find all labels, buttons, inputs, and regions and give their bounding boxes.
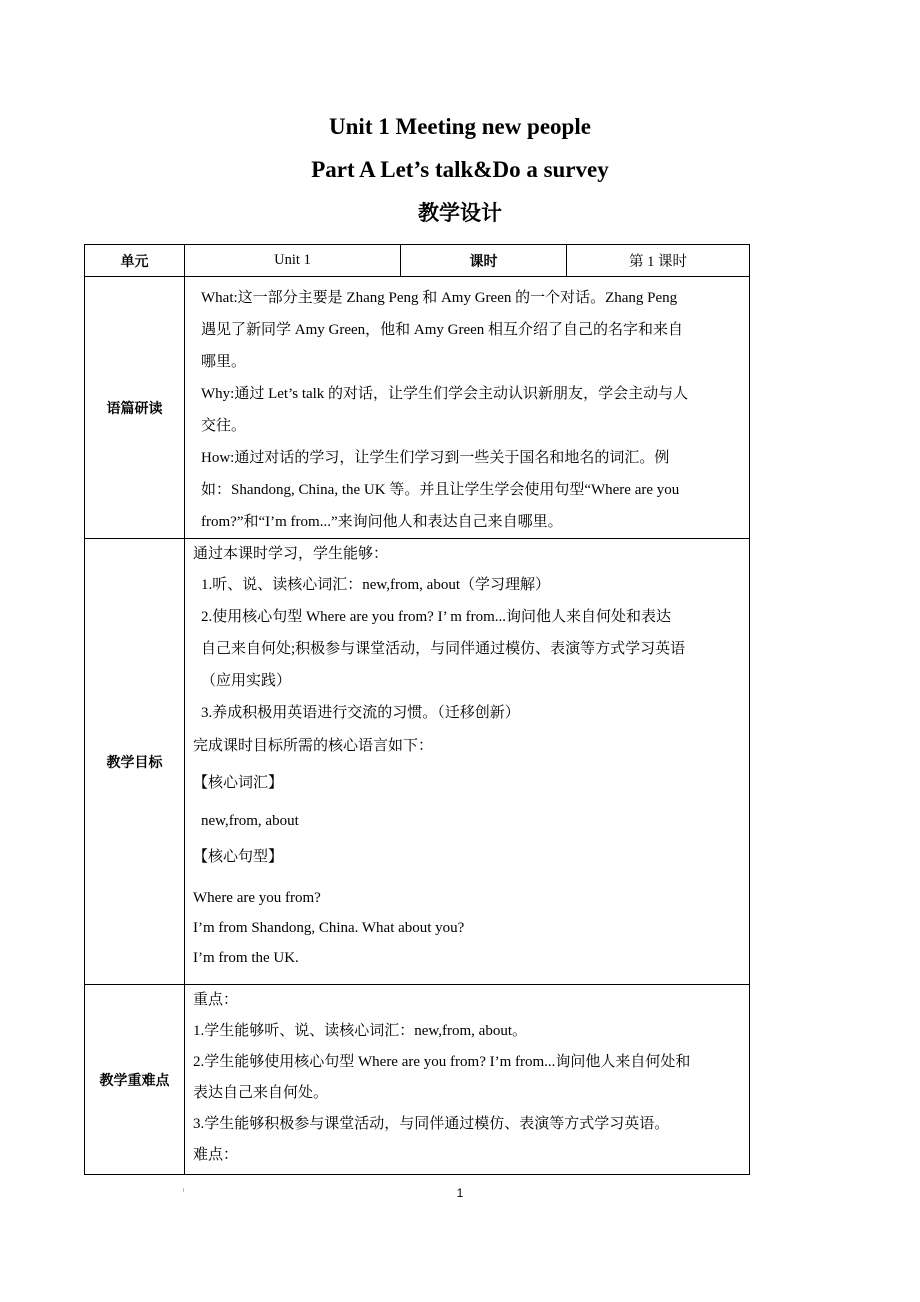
key-points-row <box>85 985 750 1175</box>
vocab-list: new,from, about <box>201 813 299 829</box>
text-study-content <box>185 277 750 539</box>
text-study-line: 哪里。 <box>201 353 247 370</box>
page-number: 1 <box>456 1186 464 1200</box>
text-study-line: from?”和“I’m from...”来询问他人和表达自己来自哪里。 <box>201 513 563 530</box>
core-sentence: Where are you from? <box>193 890 321 906</box>
difficulty-heading: 难点： <box>193 1147 239 1163</box>
objective-item: 1.听、说、读核心词汇：new,from, about（学习理解） <box>201 577 551 593</box>
header-row <box>85 245 750 277</box>
period-value: 第 1 课时 <box>567 245 750 277</box>
doc-subtitle: Part A Let’s talk&Do a survey <box>311 157 609 182</box>
text-study-line: Why:通过 Let’s talk 的对话，让学生们学会主动认识新朋友，学会主动与人 <box>201 385 689 402</box>
key-points-label: 教学重难点 <box>85 985 185 1175</box>
core-sentence: I’m from the UK. <box>193 950 299 966</box>
core-language-intro: 完成课时目标所需的核心语言如下： <box>193 738 434 754</box>
text-study-line: What:这一部分主要是 Zhang Peng 和 Amy Green 的一个对话。Zhang Peng <box>201 289 678 306</box>
focus-item: 2.学生能够使用核心句型 Where are you from? I’m from...询问他人来自何处和 <box>193 1054 691 1070</box>
focus-item: 3.学生能够积极参与课堂活动，与同伴通过模仿、表演等方式学习英语。 <box>193 1116 670 1132</box>
unit-label: 单元 <box>85 245 185 277</box>
sentence-heading: 【核心句型】 <box>193 849 284 865</box>
lesson-plan-table <box>84 244 750 1175</box>
focus-item: 1.学生能够听、说、读核心词汇：new,from, about。 <box>193 1023 528 1039</box>
objective-item: （应用实践） <box>201 673 292 689</box>
text-study-line: 如：Shandong, China, the UK 等。并且让学生学会使用句型“Where are you <box>201 481 680 498</box>
period-label: 课时 <box>401 245 567 277</box>
key-points-content <box>185 985 750 1175</box>
text-study-line: 遇见了新同学 Amy Green，他和 Amy Green 相互介绍了自己的名字和来自 <box>201 321 684 338</box>
objective-item: 3.养成积极用英语进行交流的习惯。（迁移创新） <box>201 705 520 721</box>
text-study-line: 交往。 <box>201 417 247 434</box>
objective-item: 自己来自何处;积极参与课堂活动，与同伴通过模仿、表演等方式学习英语 <box>201 641 686 657</box>
focus-heading: 重点： <box>193 992 239 1008</box>
text-study-label: 语篇研读 <box>85 277 185 539</box>
doc-title: Unit 1 Meeting new people <box>329 114 591 139</box>
objective-item: 2.使用核心句型 Where are you from? I’ m from...询问他人来自何处和表达 <box>201 609 672 625</box>
vocab-heading: 【核心词汇】 <box>193 775 284 791</box>
doc-heading-teaching-design: 教学设计 <box>418 201 502 225</box>
text-study-line: How:通过对话的学习，让学生们学习到一些关于国名和地名的词汇。例 <box>201 449 670 466</box>
objectives-intro: 通过本课时学习，学生能够： <box>193 546 389 562</box>
objectives-label: 教学目标 <box>85 539 185 985</box>
objectives-row <box>85 539 750 985</box>
core-sentence: I’m from Shandong, China. What about you? <box>193 920 465 936</box>
objectives-content <box>185 539 750 985</box>
text-study-row <box>85 277 750 539</box>
focus-item: 表达自己来自何处。 <box>193 1085 329 1101</box>
unit-value: Unit 1 <box>185 245 401 277</box>
